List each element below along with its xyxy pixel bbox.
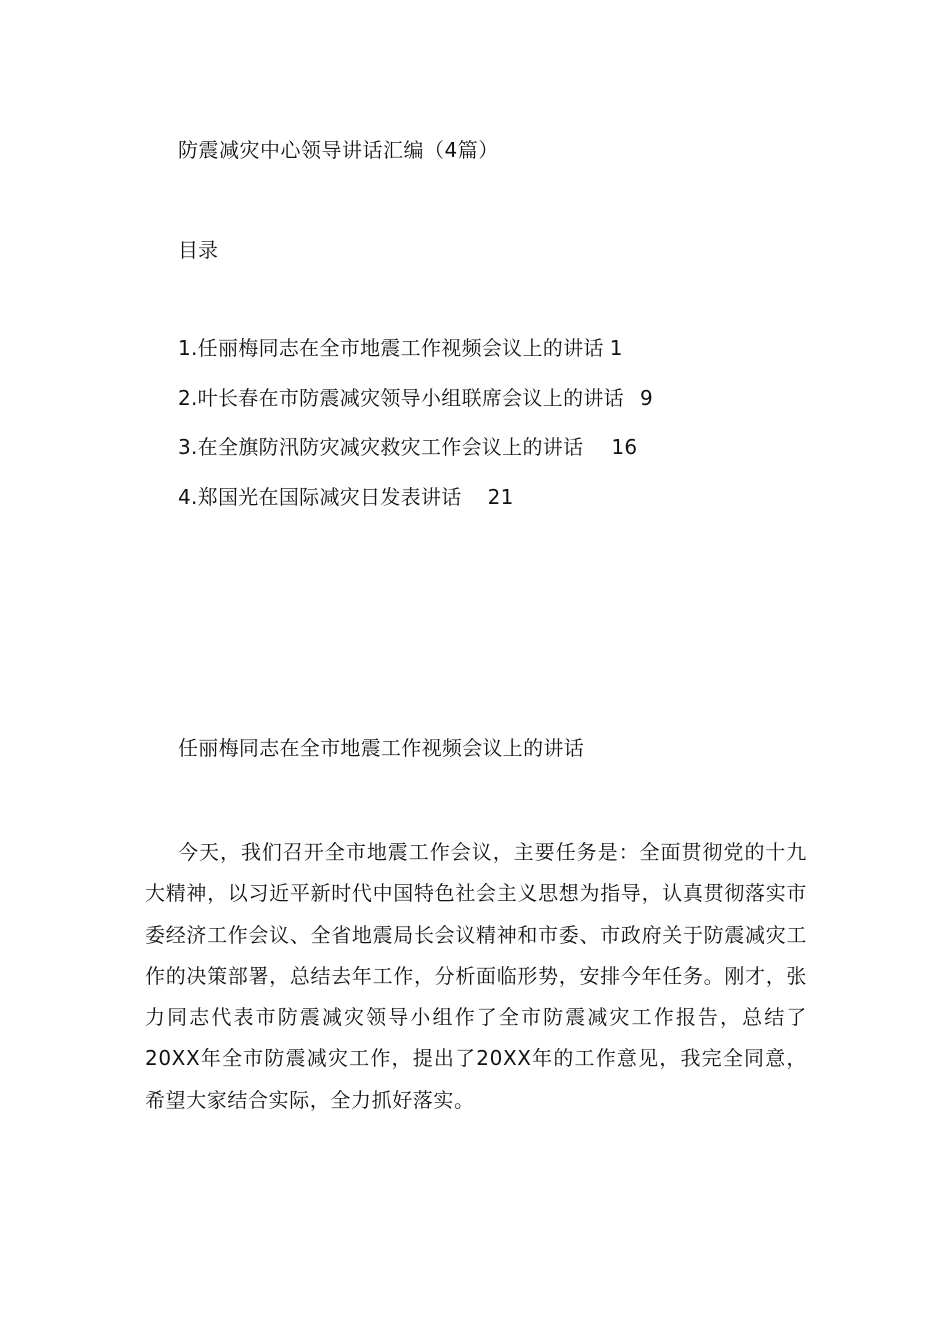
toc-item-page: 16 xyxy=(611,435,638,459)
toc-item-text: 4.郑国光在国际减灾日发表讲话 xyxy=(178,484,462,509)
section-title: 任丽梅同志在全市地震工作视频会议上的讲话 xyxy=(178,736,584,760)
toc-item xyxy=(178,384,653,434)
toc-heading: 目录 xyxy=(178,238,218,262)
toc-item-text: 2.叶长春在市防震减灾领导小组联席会议上的讲话 xyxy=(178,385,624,410)
toc-item-text: 3.在全旗防汛防灾减灾救灾工作会议上的讲话 xyxy=(178,435,584,459)
toc-item-page: 21 xyxy=(487,484,514,509)
toc-item xyxy=(178,334,653,384)
toc-item xyxy=(178,483,653,533)
toc-item-page: 9 xyxy=(639,385,654,410)
body-paragraph: 今天，我们召开全市地震工作会议，主要任务是：全面贯彻党的十九大精神，以习近平新时代中国特色社会主义思想为指导，认真贯彻落实市委经济工作会议、全省地震局长会议精神和市委、市政府关于防震减灾工作的决策部署，总结去年工作，分析面临形势，安排今年任务。刚才，张力同志代表市防震减灾领导小组作了全市防震减灾工作报告，总结了20XX年全市防震减灾工作，提出了20XX年的工作意见，我完全同意，希望大家结合实际，全力抓好落实。 xyxy=(145,840,807,1112)
toc-item-page: 1 xyxy=(609,336,623,360)
toc-item-text: 1.任丽梅同志在全市地震工作视频会议上的讲话 xyxy=(178,336,604,360)
table-of-contents xyxy=(178,334,653,532)
toc-item xyxy=(178,433,653,483)
document-title: 防震减灾中心领导讲话汇编（4篇） xyxy=(178,138,499,162)
